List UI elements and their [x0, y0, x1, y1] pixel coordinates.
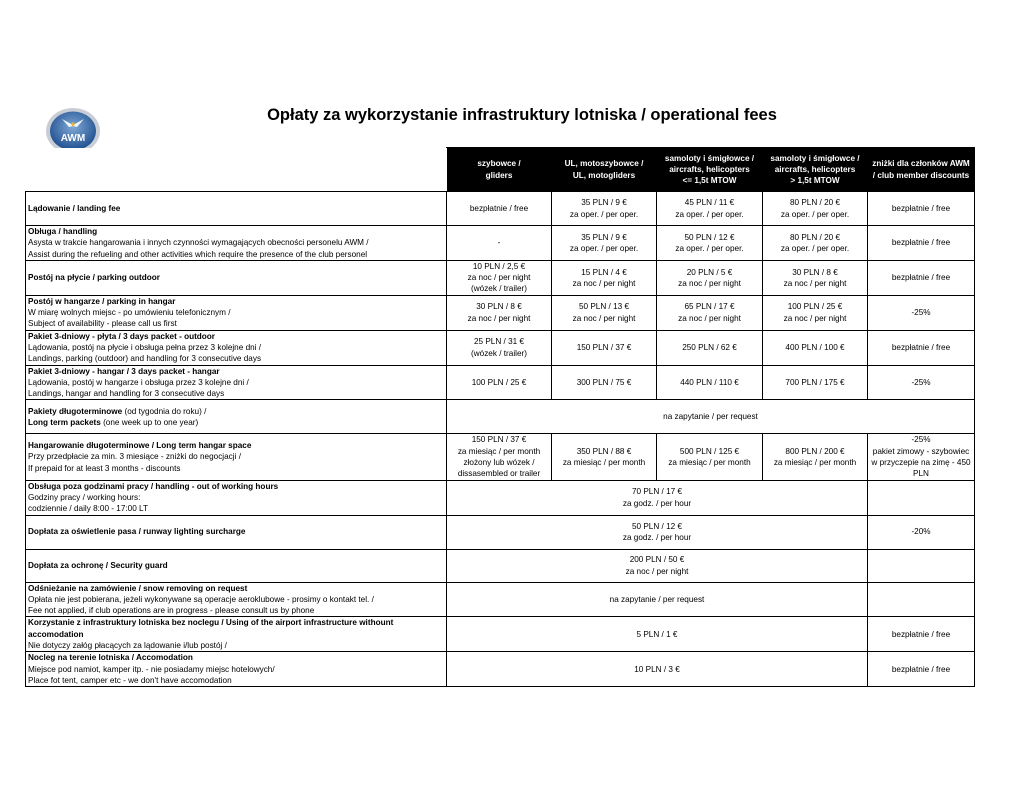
fee-value-line: za noc / per night: [783, 278, 847, 288]
fee-label-text: Odśnieżanie na zamówienie / snow removing on request: [28, 583, 248, 593]
fee-value-line: 10 PLN / 2,5 €: [472, 261, 526, 271]
fee-label-line: [28, 463, 444, 474]
fee-value-cell: [868, 617, 975, 652]
table-row: [26, 400, 975, 434]
fee-value-cell: [447, 295, 552, 330]
fee-value-line: 350 PLN / 88 €: [576, 446, 632, 456]
fee-value-cell: [447, 652, 868, 687]
fee-value-line: za miesiąc / per month: [562, 458, 646, 468]
fee-value-line: 300 PLN / 75 €: [576, 377, 632, 387]
fee-label-line: [28, 366, 444, 377]
fee-label-line: [28, 249, 444, 260]
fee-label-text: Dopłata za oświetlenie pasa / runway lighting surcharge: [28, 527, 246, 537]
svg-text:AWM: AWM: [60, 133, 86, 144]
fee-label-line: [28, 440, 444, 451]
fee-value-line: 65 PLN / 17 €: [684, 302, 735, 312]
fee-value-line: za oper. / per oper.: [569, 209, 639, 219]
fee-label-text: Nie dotyczy załóg płacących za lądowanie i/lub postój /: [28, 641, 227, 651]
fee-label-line: [28, 318, 444, 329]
column-header-line: szybowce /: [477, 159, 521, 169]
fee-label-text: Place fot tent, camper etc - we don't have accomodation: [28, 675, 232, 685]
fee-label-line: [28, 388, 444, 399]
fee-value-line: za godz. / per hour: [622, 533, 692, 543]
fee-label-cell: [26, 617, 447, 652]
fee-value-line: bezpłatnie / free: [891, 203, 951, 213]
fee-value-cell: [868, 192, 975, 226]
fee-value-cell: [763, 226, 868, 261]
fee-label-text: Korzystanie z infrastruktury lotniska bez noclegu / Using of the airport infrastructure withount accomodation: [28, 618, 394, 639]
fee-value-line: 100 PLN / 25 €: [787, 302, 843, 312]
header-blank: [26, 148, 447, 192]
fee-value-cell: [447, 549, 868, 582]
fee-value-line: 80 PLN / 20 €: [789, 232, 841, 242]
fee-label-text: codziennie / daily 8:00 - 17:00 LT: [28, 504, 149, 514]
column-header-line: gliders: [485, 170, 513, 180]
column-header-line: samoloty i śmigłowce /: [770, 153, 860, 163]
fee-label-cell: [26, 295, 447, 330]
fee-label-line: [28, 481, 444, 492]
fee-value-line: za oper. / per oper.: [675, 243, 744, 253]
fee-value-line: -25%: [911, 308, 931, 318]
fees-table-header: [26, 148, 975, 192]
fee-value-line: 200 PLN / 50 €: [629, 555, 685, 565]
fee-label-line: [28, 503, 444, 514]
fee-value-line: bezpłatnie / free: [891, 342, 951, 352]
fee-value-line: za noc / per night: [572, 278, 636, 288]
fee-value-line: 25 PLN / 31 €: [473, 337, 525, 347]
fee-value-line: PLN: [913, 469, 929, 479]
table-row: [26, 652, 975, 687]
fee-value-line: bezpłatnie / free: [891, 664, 951, 674]
fee-label-line: [28, 203, 444, 214]
fee-value-line: -20%: [911, 527, 931, 537]
fee-label-text: Miejsce pod namiot, kamper itp. - nie posiadamy miejsc hotelowych/: [28, 664, 275, 674]
fee-value-line: 800 PLN / 200 €: [785, 446, 845, 456]
fee-value-cell: [868, 260, 975, 295]
fee-label-line: [28, 377, 444, 388]
fee-value-cell: [657, 330, 763, 365]
fee-value-cell: [447, 330, 552, 365]
fee-value-line: 35 PLN / 9 €: [581, 232, 627, 242]
column-header-line: > 1,5t MTOW: [790, 176, 840, 186]
fee-value-line: 30 PLN / 8 €: [792, 267, 838, 277]
fee-value-line: za noc / per night: [783, 313, 847, 323]
fee-value-cell: [868, 330, 975, 365]
fee-value-cell: [447, 480, 868, 515]
fee-value-line: 50 PLN / 13 €: [578, 302, 630, 312]
fee-label-text: Long term packets: [28, 417, 101, 427]
fee-label-line: [28, 406, 444, 417]
fee-value-line: 250 PLN / 62 €: [682, 342, 737, 352]
fee-label-line: [28, 417, 444, 428]
fee-value-line: 500 PLN / 125 €: [679, 446, 740, 456]
fee-label-text: Opłata nie jest pobierana, jeżeli wykonywane są operacje aeroklubowe - prosimy o kontakt tel. /: [28, 594, 374, 604]
fee-value-line: (wózek / trailer): [471, 348, 527, 358]
fee-label-line: [28, 594, 444, 605]
empty-cell: [868, 549, 975, 582]
fee-value-line: na zapytanie / per request: [663, 412, 758, 422]
fee-label-cell: [26, 434, 447, 480]
table-row: [26, 549, 975, 582]
fees-table: [25, 147, 975, 687]
fees-table-body: [26, 192, 975, 687]
fee-value-cell: [552, 295, 657, 330]
fee-label-line: [28, 526, 444, 537]
fee-value-cell: [552, 260, 657, 295]
fee-label-line: [28, 331, 444, 342]
fee-value-cell: [657, 260, 763, 295]
fee-label-cell: [26, 549, 447, 582]
fee-value-cell: [447, 365, 552, 400]
fee-label-line: [28, 296, 444, 307]
fee-value-cell: [447, 400, 975, 434]
fee-label-text: Obsługa poza godzinami pracy / handling - out of working hours: [28, 481, 279, 491]
fee-value-cell: [868, 365, 975, 400]
fee-value-cell: [657, 226, 763, 261]
fee-value-line: w przyczepie na zimę - 450: [871, 458, 971, 468]
table-row: [26, 330, 975, 365]
fee-label-text: Przy przedpłacie za min. 3 miesiące - zniżki do negocjacji /: [28, 452, 241, 462]
fee-label-text: Lądowanie / landing fee: [28, 203, 121, 213]
fee-label-cell: [26, 330, 447, 365]
fee-value-line: za noc / per night: [678, 313, 741, 323]
table-row: [26, 226, 975, 261]
fee-value-line: za miesiąc / per month: [773, 458, 857, 468]
table-row: [26, 365, 975, 400]
fee-value-line: pakiet zimowy - szybowiec: [872, 446, 970, 456]
fee-value-cell: [447, 515, 868, 549]
fee-value-line: -: [497, 238, 501, 248]
fee-label-text: Hangarowanie długoterminowe / Long term hangar space: [28, 441, 252, 451]
fee-label-line: [28, 652, 444, 663]
fee-value-cell: [552, 365, 657, 400]
table-row: [26, 582, 975, 617]
fee-value-line: 15 PLN / 4 €: [581, 267, 627, 277]
fee-label-cell: [26, 365, 447, 400]
fee-label-cell: [26, 226, 447, 261]
fee-label-line: [28, 492, 444, 503]
fee-value-line: za noc / per night: [467, 273, 531, 283]
fee-value-line: za godz. / per hour: [622, 498, 692, 508]
fee-value-line: 440 PLN / 110 €: [680, 377, 739, 387]
table-row: [26, 295, 975, 330]
fee-value-cell: [552, 330, 657, 365]
fee-value-cell: [763, 434, 868, 480]
fee-label-text: Pakiet 3-dniowy - płyta / 3 days packet - outdoor: [28, 331, 215, 341]
fee-value-line: 30 PLN / 8 €: [476, 302, 522, 312]
column-header-line: UL, motoszybowce /: [564, 159, 644, 169]
fee-value-line: 45 PLN / 11 €: [684, 198, 735, 208]
fee-value-cell: [552, 192, 657, 226]
fee-value-line: złożony lub wózek /: [463, 458, 535, 468]
fee-label-text: Lądowania, postój w hangarze i obsługa przez 3 kolejne dni /: [28, 377, 249, 387]
fee-value-line: -25%: [911, 377, 931, 387]
fee-value-line: za miesiąc / per month: [457, 446, 541, 456]
fee-label-text: Pakiet 3-dniowy - hangar / 3 days packet - hangar: [28, 366, 220, 376]
fee-label-line: [28, 307, 444, 318]
column-header: [763, 148, 868, 192]
fee-label-line: [28, 640, 444, 651]
table-row: [26, 260, 975, 295]
fee-value-cell: [763, 365, 868, 400]
fee-label-note: (od tygodnia do roku) /: [122, 406, 207, 416]
fee-label-line: [28, 583, 444, 594]
fee-label-cell: [26, 400, 447, 434]
fee-value-line: za noc / per night: [678, 278, 741, 288]
fee-value-line: na zapytanie / per request: [609, 594, 705, 604]
fee-label-text: Lądowania, postój na płycie i obsługa pełna przez 3 kolejne dni /: [28, 342, 262, 352]
fee-label-line: [28, 617, 444, 640]
fee-value-line: 35 PLN / 9 €: [581, 198, 627, 208]
fee-label-line: [28, 451, 444, 462]
table-row: [26, 480, 975, 515]
fee-value-line: 10 PLN / 3 €: [634, 664, 680, 674]
fee-value-cell: [763, 192, 868, 226]
fee-label-note: (one week up to one year): [100, 417, 199, 427]
column-header-line: aircrafts, helicopters: [669, 164, 750, 174]
fee-value-line: dissasembled or trailer: [457, 469, 541, 479]
fee-label-text: Subject of availability - please call us first: [28, 319, 177, 329]
fee-label-text: Postój na płycie / parking outdoor: [28, 273, 160, 283]
fee-value-cell: [447, 226, 552, 261]
table-row: [26, 192, 975, 226]
fee-label-line: [28, 560, 444, 571]
fee-value-line: za oper. / per oper.: [675, 209, 744, 219]
fee-value-line: 50 PLN / 12 €: [631, 521, 683, 531]
fee-value-line: bezpłatnie / free: [469, 203, 529, 213]
table-row: [26, 515, 975, 549]
fee-value-line: 70 PLN / 17 €: [631, 487, 683, 497]
fee-value-line: 150 PLN / 37 €: [576, 342, 632, 352]
fee-value-cell: [447, 617, 868, 652]
fee-label-text: Nocleg na terenie lotniska / Accomodation: [28, 653, 193, 663]
fee-label-cell: [26, 260, 447, 295]
fee-label-text: Landings, parking (outdoor) and handling for 3 consecutive days: [28, 354, 262, 364]
page-title: Opłaty za wykorzystanie infrastruktury lotniska / operational fees: [267, 106, 777, 124]
fee-label-text: Dopłata za ochronę / Security guard: [28, 560, 168, 570]
fee-label-text: If prepaid for at least 3 months - discounts: [28, 463, 181, 473]
fee-label-line: [28, 272, 444, 283]
fee-value-cell: [868, 295, 975, 330]
fee-value-line: 150 PLN / 37 €: [471, 435, 527, 445]
fee-label-text: Fee not applied, if club operations are in progress - please consult us by phone: [28, 606, 315, 616]
fee-label-line: [28, 342, 444, 353]
fee-label-cell: [26, 515, 447, 549]
column-header-line: UL, motogliders: [572, 170, 636, 180]
fee-label-text: Asysta w trakcie hangarowania i innych czynności wymagających obecności personelu AWM /: [28, 238, 369, 248]
empty-cell: [868, 582, 975, 617]
fee-label-text: Landings, hangar and handling for 3 consecutive days: [28, 389, 225, 399]
fee-value-cell: [763, 260, 868, 295]
empty-cell: [868, 480, 975, 515]
fee-value-line: 50 PLN / 12 €: [684, 232, 735, 242]
fee-label-text: Assist during the refueling and other activities which require the presence of the club personel: [28, 249, 368, 259]
fee-label-line: [28, 675, 444, 686]
fee-value-cell: [447, 260, 552, 295]
fee-value-line: 5 PLN / 1 €: [636, 629, 678, 639]
column-header: [657, 148, 763, 192]
fee-value-line: za noc / per night: [467, 313, 531, 323]
fee-label-line: [28, 605, 444, 616]
column-header-line: <= 1,5t MTOW: [682, 176, 737, 186]
fee-value-cell: [868, 434, 975, 480]
fee-label-line: [28, 237, 444, 248]
fee-label-cell: [26, 582, 447, 617]
column-header-line: / club member discounts: [872, 170, 970, 180]
fee-value-cell: [447, 434, 552, 480]
fee-value-line: 20 PLN / 5 €: [686, 267, 733, 277]
fee-value-line: 400 PLN / 100 €: [785, 342, 845, 352]
fee-label-line: [28, 664, 444, 675]
fee-label-text: Postój w hangarze / parking in hangar: [28, 296, 176, 306]
fee-label-line: [28, 353, 444, 364]
fee-value-cell: [552, 434, 657, 480]
fee-value-line: bezpłatnie / free: [891, 238, 951, 248]
fee-value-cell: [657, 295, 763, 330]
column-header-line: aircrafts, helicopters: [774, 164, 856, 174]
fee-value-line: 700 PLN / 175 €: [785, 377, 845, 387]
fee-value-cell: [657, 365, 763, 400]
fee-value-line: za noc / per night: [625, 566, 689, 576]
fee-value-line: bezpłatnie / free: [891, 273, 951, 283]
table-row: [26, 617, 975, 652]
column-header: [552, 148, 657, 192]
fee-label-cell: [26, 480, 447, 515]
fee-label-cell: [26, 652, 447, 687]
fee-value-line: -25%: [911, 435, 931, 445]
fee-value-cell: [763, 295, 868, 330]
column-header: [447, 148, 552, 192]
fee-label-line: [28, 226, 444, 237]
fee-value-cell: [868, 515, 975, 549]
fee-value-cell: [447, 582, 868, 617]
fee-value-line: 80 PLN / 20 €: [789, 198, 841, 208]
fee-value-line: za oper. / per oper.: [569, 243, 639, 253]
fee-value-cell: [868, 226, 975, 261]
table-row: [26, 434, 975, 480]
fee-value-cell: [552, 226, 657, 261]
fee-label-text: Pakiety długoterminowe: [28, 406, 123, 416]
fee-value-line: za oper. / per oper.: [780, 243, 850, 253]
fee-value-cell: [447, 192, 552, 226]
fee-label-text: Godziny pracy / working hours:: [28, 492, 141, 502]
column-header-line: samoloty i śmigłowce /: [664, 153, 755, 163]
fee-value-line: za oper. / per oper.: [780, 209, 850, 219]
fee-label-text: W miarę wolnych miejsc - po umówieniu telefonicznym /: [28, 308, 231, 318]
fee-value-line: 100 PLN / 25 €: [471, 377, 527, 387]
fee-value-line: za miesiąc / per month: [668, 458, 751, 468]
fee-value-cell: [868, 652, 975, 687]
fee-value-line: (wózek / trailer): [471, 284, 527, 294]
fee-label-cell: [26, 192, 447, 226]
fee-value-line: za noc / per night: [572, 313, 636, 323]
fee-value-cell: [763, 330, 868, 365]
column-header-line: zniżki dla członków AWM: [872, 159, 970, 169]
fee-value-cell: [657, 434, 763, 480]
fee-value-line: bezpłatnie / free: [891, 629, 951, 639]
fee-label-text: Obługa / handling: [28, 227, 98, 236]
column-header: [868, 148, 975, 192]
fee-value-cell: [657, 192, 763, 226]
